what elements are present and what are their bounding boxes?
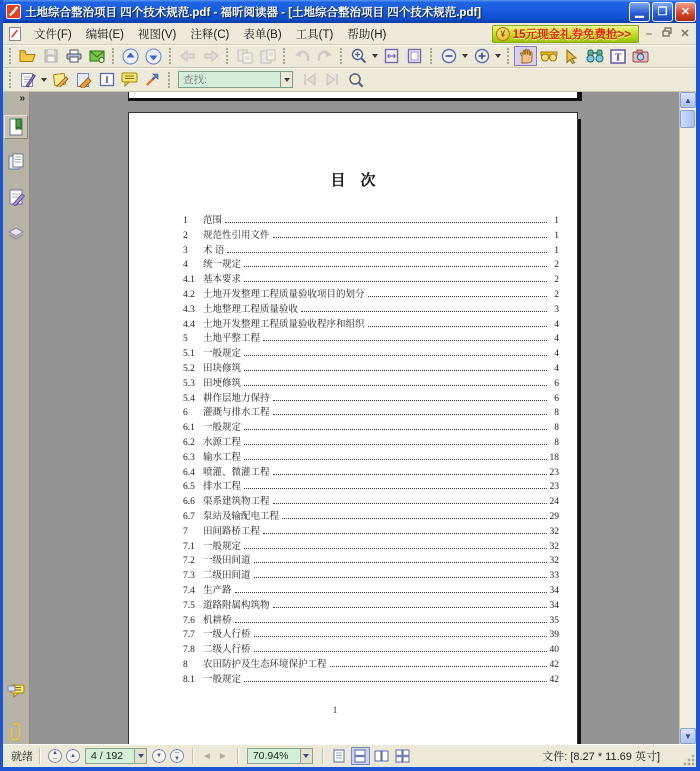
pencil-tool-icon (76, 72, 92, 88)
zoom-out-dropdown[interactable] (462, 54, 468, 58)
pages-panel-button[interactable] (4, 150, 28, 174)
toc-entry: 2 规范性引用文件 1 (183, 230, 559, 241)
toc-entry: 6.5 排水工程 23 (183, 482, 559, 493)
layout-single-icon (333, 749, 345, 763)
go-back-button[interactable] (176, 46, 199, 66)
find-previous-button[interactable] (298, 70, 321, 90)
page-number-value: 4 / 192 (91, 750, 124, 762)
toolbar-grip[interactable] (9, 72, 12, 88)
note-tool-button[interactable] (49, 70, 72, 90)
toc-entry: 6.4 喷灌、微灌工程 23 (183, 467, 559, 478)
menu-comment[interactable]: 注释(C) (190, 28, 230, 41)
toc-entry: 6.1 一般规定 8 (183, 423, 559, 434)
print-icon (66, 49, 82, 63)
fit-page-button[interactable] (403, 46, 426, 66)
status-bar (3, 744, 696, 767)
sign-tool-icon (20, 72, 36, 88)
copy-page-icon (237, 49, 253, 64)
fit-width-icon (384, 48, 399, 64)
window-title: 土地综合整治项目 四个技术规范.pdf - 福昕阅读器 - [土地综合整治项目 四个技术规范.pdf] (25, 6, 482, 19)
vertical-scrollbar[interactable] (679, 92, 696, 744)
chevron-down-icon (138, 754, 144, 758)
toolbar-grip[interactable] (340, 48, 343, 64)
resize-grip[interactable] (682, 753, 695, 766)
toc-title: 目 次 (330, 173, 376, 189)
toc-entry: 1 范围 1 (183, 216, 559, 226)
menu-edit[interactable]: 编辑(E) (85, 28, 125, 41)
minimize-button[interactable]: ▁ (629, 2, 650, 22)
attachments-panel-button[interactable] (4, 720, 28, 744)
sign-tool-button[interactable] (16, 70, 39, 90)
scrollbar-thumb[interactable] (680, 110, 695, 128)
ad-text: 15元现金礼券免费抢>> (512, 28, 631, 41)
note-tool-icon (52, 72, 69, 87)
title-bar (0, 0, 700, 23)
promo-ad-banner[interactable] (492, 25, 639, 43)
zoom-in-button[interactable] (470, 46, 493, 66)
find-next-button[interactable] (321, 70, 344, 90)
pages-panel-icon (8, 153, 25, 171)
restore-icon (662, 27, 672, 37)
toc-entry: 7 田间路桥工程 32 (183, 526, 559, 537)
toolbar-grip[interactable] (169, 48, 172, 64)
toc-entry: 7.1 一般规定 32 (183, 541, 559, 552)
toc-entry: 6.3 输水工程 18 (183, 452, 559, 463)
first-page-button[interactable]: ▲ ─ (48, 749, 62, 763)
menu-help[interactable]: 帮助(H) (347, 28, 387, 41)
zoom-out-button[interactable] (437, 46, 460, 66)
toc-entry: 4.3 土地整理工程质量验收 3 (183, 304, 559, 315)
open-button[interactable] (16, 46, 39, 66)
search-button[interactable] (583, 46, 606, 66)
status-separator (192, 748, 193, 764)
pencil-tool-button[interactable] (72, 70, 95, 90)
bookmarks-panel-icon (8, 118, 24, 136)
forward-icon (203, 50, 219, 62)
toolbar-grip[interactable] (507, 48, 510, 64)
toc-entry: 7.8 二级人行桥 40 (183, 645, 559, 656)
page-number-dropdown[interactable] (134, 749, 146, 763)
toc-entry: 5 土地平整工程 4 (183, 334, 559, 345)
comments-panel-icon (7, 684, 25, 700)
paste-page-button[interactable] (256, 46, 279, 66)
comments-panel-button[interactable] (4, 680, 28, 704)
toolbar-grip[interactable] (168, 72, 171, 88)
fit-page-icon (407, 48, 422, 64)
layout-single-button[interactable] (330, 747, 349, 765)
toc-entry: 7.7 一级人行桥 39 (183, 630, 559, 641)
snapshot-button[interactable] (629, 46, 652, 66)
zoom-tool-dropdown[interactable] (372, 54, 378, 58)
layout-facing-icon (374, 749, 389, 763)
print-button[interactable] (62, 46, 85, 66)
previous-page-button[interactable]: ▲ (66, 749, 80, 763)
coin-icon: ¥ (496, 27, 510, 41)
doc-restore-button[interactable] (659, 27, 675, 40)
find-search-icon (348, 72, 364, 88)
select-tool-icon (565, 49, 578, 64)
toolbar-grip[interactable] (430, 48, 433, 64)
toc-entry: 6.2 水源工程 8 (183, 437, 559, 448)
toc-entry: 5.3 田埂修筑 6 (183, 378, 559, 389)
find-next-icon (325, 73, 340, 86)
annotations-panel-icon (8, 188, 25, 206)
save-icon (44, 49, 58, 63)
toc-entry: 4.1 基本要求 2 (183, 275, 559, 286)
hand-tool-icon (518, 48, 533, 64)
find-dropdown[interactable] (280, 71, 293, 88)
toolbar-grip[interactable] (226, 48, 229, 64)
file-size-info: 文件: [8.27 * 11.69 英寸] (542, 751, 660, 763)
scrollbar-track[interactable] (680, 108, 696, 728)
undo-button[interactable] (290, 46, 313, 66)
scroll-up-button[interactable]: ▲ (680, 92, 696, 108)
toc-entry: 7.5 道路附属构筑物 34 (183, 600, 559, 611)
toc-entry: 4 统一规定 2 (183, 260, 559, 271)
last-page-button[interactable]: ─ ▼ (170, 749, 184, 763)
select-tool-button[interactable] (560, 46, 583, 66)
open-icon (19, 49, 36, 63)
textbox-tool-button[interactable] (95, 70, 118, 90)
search-icon (586, 49, 604, 63)
document-view-area[interactable] (30, 92, 679, 744)
comment-toolbar (3, 68, 696, 92)
toc-entry: 7.2 一级田间道 32 (183, 556, 559, 567)
previous-view-button[interactable]: ◄ (202, 750, 212, 762)
previous-page-bottom-edge[interactable] (128, 92, 578, 101)
toc-entry: 4.2 土地开发整理工程质量验收项目的划分 2 (183, 289, 559, 300)
previous-view-page-up-button[interactable] (119, 46, 142, 66)
toc-entry: 7.6 机耕桥 35 (183, 615, 559, 626)
zoom-out-icon (441, 48, 457, 64)
hand-tool-button[interactable] (514, 46, 537, 66)
layout-continuous-facing-button[interactable] (393, 747, 412, 765)
toc-entry: 5.1 一般规定 4 (183, 349, 559, 360)
save-button[interactable] (39, 46, 62, 66)
snapshot-icon (632, 49, 649, 63)
page-number-combo[interactable] (85, 748, 147, 764)
main-toolbar (3, 45, 696, 68)
status-ready-text: 就绪 (11, 751, 33, 763)
status-separator (39, 748, 40, 764)
toc-entry: 5.4 耕作层地力保持 6 (183, 393, 559, 404)
zoom-tool-button[interactable] (347, 46, 370, 66)
comment-tool-button[interactable] (118, 70, 141, 90)
arrow-tool-button[interactable] (141, 70, 164, 90)
zoom-in-icon (474, 48, 490, 64)
text-select-button[interactable] (606, 46, 629, 66)
find-prev-icon (302, 73, 317, 86)
scroll-down-button[interactable]: ▼ (680, 728, 696, 744)
status-separator (237, 748, 238, 764)
comment-tool-icon (121, 72, 138, 87)
menu-view[interactable]: 视图(V) (138, 28, 177, 41)
sign-tool-dropdown[interactable] (41, 78, 47, 82)
redo-button[interactable] (313, 46, 336, 66)
main-area (3, 92, 696, 744)
doc-close-button[interactable]: ✕ (680, 28, 690, 40)
menu-form[interactable]: 表单(B) (243, 28, 282, 41)
svg-text:I: I (104, 75, 109, 85)
layout-continuous-facing-icon (395, 749, 410, 763)
menu-file[interactable]: 文件(F) (34, 28, 72, 41)
loupe-icon (540, 50, 558, 62)
loupe-tool-button[interactable] (537, 46, 560, 66)
copy-page-button[interactable] (233, 46, 256, 66)
paste-page-icon (260, 49, 276, 64)
next-view-page-down-button[interactable] (142, 46, 165, 66)
maximize-button[interactable]: ❐ (652, 2, 673, 22)
chevron-down-icon (284, 78, 290, 82)
toolbar-grip[interactable] (9, 48, 12, 64)
layers-panel-icon (7, 224, 25, 240)
toolbar-grip[interactable] (283, 48, 286, 64)
next-page-button[interactable]: ▼ (152, 749, 166, 763)
doc-minimize-button[interactable]: – (645, 27, 653, 40)
close-button[interactable]: ✕ (675, 2, 696, 22)
page-down-icon (145, 48, 162, 65)
toc-entry: 6.7 泵站及输配电工程 29 (183, 511, 559, 522)
layers-panel-button[interactable] (4, 220, 28, 244)
toc-entry: 8.1 一般规定 42 (183, 674, 559, 685)
toolbar-grip[interactable] (112, 48, 115, 64)
find-input[interactable] (178, 71, 280, 88)
toc-entry: 4.4 土地开发整理工程质量验收程序和组织 4 (183, 319, 559, 330)
layout-continuous-button[interactable] (351, 747, 370, 765)
toc-entry: 5.2 田块修筑 4 (183, 363, 559, 374)
bookmarks-panel-button[interactable] (4, 115, 28, 139)
navigation-panel-strip (3, 92, 30, 744)
zoom-tool-icon (351, 48, 367, 64)
menu-tools[interactable]: 工具(T) (295, 28, 334, 41)
chevron-down-icon (303, 754, 309, 758)
fit-width-button[interactable] (380, 46, 403, 66)
zoom-combo[interactable] (247, 748, 313, 764)
layout-continuous-icon (354, 749, 366, 763)
toc-entry: 8 农田防护及生态环境保护工程 42 (183, 659, 559, 670)
back-icon (180, 50, 196, 62)
annotations-panel-button[interactable] (4, 185, 28, 209)
toc-entry: 7.3 二级田间道 33 (183, 571, 559, 582)
email-button[interactable] (85, 46, 108, 66)
toc-list (183, 212, 559, 686)
toc-entry: 6.6 渠系建筑物工程 24 (183, 497, 559, 508)
zoom-in-dropdown[interactable] (495, 54, 501, 58)
status-separator (322, 748, 323, 764)
textbox-tool-icon (99, 72, 115, 87)
menu-bar (3, 23, 696, 45)
zoom-value: 70.94% (252, 750, 289, 762)
svg-text:T: T (614, 52, 621, 63)
redo-icon (317, 50, 333, 63)
toc-entry: 7.4 生产路 34 (183, 585, 559, 596)
undo-icon (294, 50, 310, 63)
zoom-dropdown[interactable] (300, 749, 312, 763)
toc-entry: 6 灌溉与排水工程 8 (183, 408, 559, 419)
toc-entry: 3 术 语 1 (183, 245, 559, 256)
page-up-icon (122, 48, 139, 65)
pdf-page[interactable] (128, 112, 578, 744)
arrow-tool-icon (145, 72, 160, 87)
layout-facing-button[interactable] (372, 747, 391, 765)
advanced-search-button[interactable] (344, 70, 367, 90)
foxit-logo-icon (6, 4, 21, 19)
panel-collapse-button[interactable]: » (19, 93, 25, 104)
text-select-icon (610, 49, 626, 64)
go-forward-button[interactable] (199, 46, 222, 66)
next-view-button[interactable]: ► (217, 750, 228, 762)
page-footer-number: 1 (332, 705, 338, 715)
attachments-panel-icon (9, 722, 23, 742)
email-icon (89, 50, 105, 63)
document-icon (8, 27, 22, 41)
